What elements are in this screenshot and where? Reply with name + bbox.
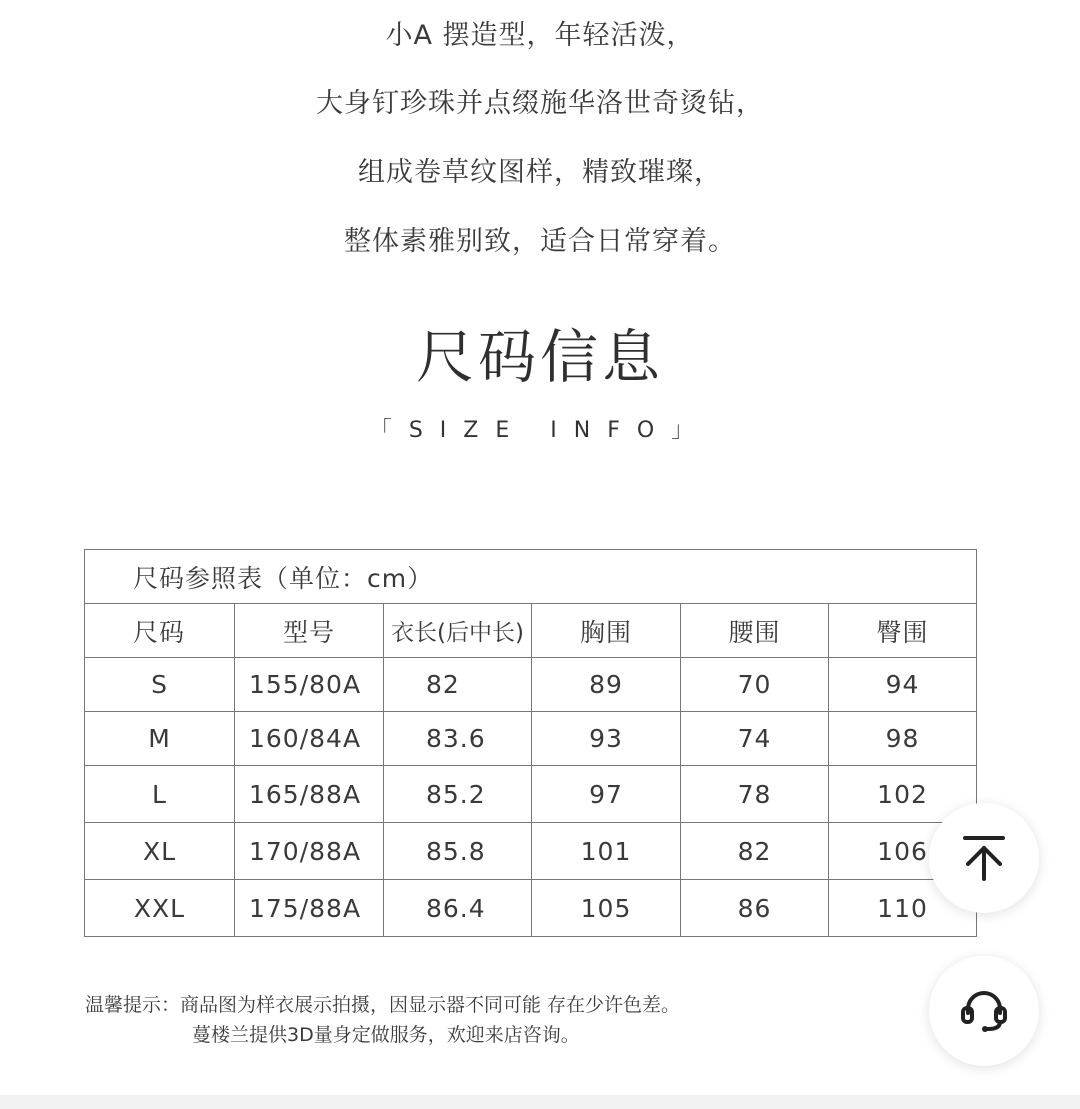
arrow-up-to-top-icon <box>962 834 1006 882</box>
cell-length: 85.2 <box>384 766 532 823</box>
bottom-bar <box>0 1095 1080 1109</box>
table-row <box>85 766 977 823</box>
cell-hip: 102 <box>829 766 977 823</box>
table-header-row <box>85 604 977 658</box>
table-row <box>85 712 977 766</box>
notice-line-2: 蔓楼兰提供3D量身定做服务，欢迎来店咨询。 <box>192 1024 580 1046</box>
cell-bust: 97 <box>532 766 681 823</box>
headset-icon <box>960 989 1008 1033</box>
cell-hip: 106 <box>829 823 977 880</box>
table-row <box>85 880 977 937</box>
description-line-3: 组成卷草纹图样，精致璀璨， <box>358 157 722 188</box>
header-hip: 臀围 <box>829 604 977 658</box>
back-to-top-button[interactable] <box>929 803 1039 913</box>
cell-model: 170/88A <box>235 823 384 880</box>
header-waist: 腰围 <box>681 604 829 658</box>
cell-model: 160/84A <box>235 712 384 766</box>
cell-size: M <box>85 712 235 766</box>
cell-length: 83.6 <box>384 712 532 766</box>
cell-size: XL <box>85 823 235 880</box>
notice <box>85 990 680 1050</box>
cell-hip: 94 <box>829 658 977 712</box>
cell-bust: 105 <box>532 880 681 937</box>
cell-bust: 93 <box>532 712 681 766</box>
cell-model: 155/80A <box>235 658 384 712</box>
cell-size: XXL <box>85 880 235 937</box>
cell-waist: 82 <box>681 823 829 880</box>
header-size: 尺码 <box>85 604 235 658</box>
cell-bust: 101 <box>532 823 681 880</box>
header-length: 衣长(后中长) <box>384 604 532 658</box>
cell-length: 86.4 <box>384 880 532 937</box>
size-table <box>84 549 977 937</box>
cell-waist: 74 <box>681 712 829 766</box>
cell-hip: 110 <box>829 880 977 937</box>
description-line-1: 小A 摆造型，年轻活泼， <box>385 20 695 51</box>
cell-length: 82 <box>384 658 532 712</box>
section-title: 尺码信息 <box>415 323 664 391</box>
notice-line-1: 温馨提示：商品图为样衣展示拍摄，因显示器不同可能 存在少许色差。 <box>85 994 681 1016</box>
table-row <box>85 658 977 712</box>
cell-bust: 89 <box>532 658 681 712</box>
header-model: 型号 <box>235 604 384 658</box>
cell-waist: 78 <box>681 766 829 823</box>
cell-waist: 70 <box>681 658 829 712</box>
customer-service-button[interactable] <box>929 956 1039 1066</box>
cell-size: L <box>85 766 235 823</box>
description-line-2: 大身钉珍珠并点缀施华洛世奇烫钻， <box>316 88 764 119</box>
description-line-4: 整体素雅别致，适合日常穿着。 <box>344 226 736 257</box>
cell-hip: 98 <box>829 712 977 766</box>
cell-waist: 86 <box>681 880 829 937</box>
table-caption-row <box>85 550 977 604</box>
section-subtitle: 「SIZE INFO」 <box>369 418 711 443</box>
cell-size: S <box>85 658 235 712</box>
table-row <box>85 823 977 880</box>
table-caption: 尺码参照表（单位：cm） <box>85 550 977 604</box>
cell-length: 85.8 <box>384 823 532 880</box>
header-bust: 胸围 <box>532 604 681 658</box>
cell-model: 175/88A <box>235 880 384 937</box>
cell-model: 165/88A <box>235 766 384 823</box>
